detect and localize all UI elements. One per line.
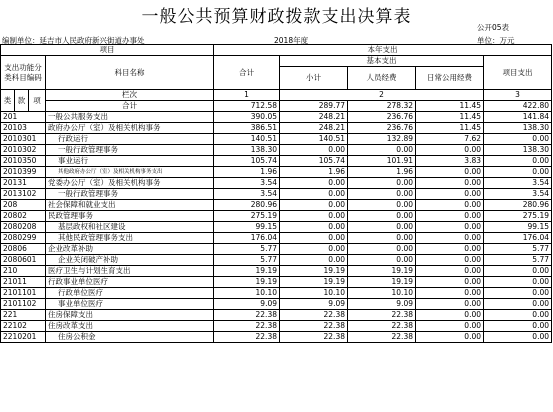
header-subtotal: 小计	[280, 67, 348, 90]
row-personnel: 132.89	[348, 134, 416, 145]
row-personnel: 0.00	[348, 200, 416, 211]
row-public: 0.00	[416, 189, 484, 200]
row-project: 0.00	[484, 156, 552, 167]
row-subtotal: 0.00	[280, 189, 348, 200]
row-name: 一般行政管理事务	[46, 189, 214, 200]
expenditure-table	[0, 44, 552, 343]
row-subtotal: 10.10	[280, 288, 348, 299]
row-subtotal: 0.00	[280, 222, 348, 233]
row-code: 2080299	[1, 233, 46, 244]
row-name: 一般公共服务支出	[46, 112, 214, 123]
row-project: 275.19	[484, 211, 552, 222]
row-name: 事业单位医疗	[46, 299, 214, 310]
row-total: 10.10	[214, 288, 280, 299]
row-public: 0.00	[416, 310, 484, 321]
row-name: 住房公积金	[46, 332, 214, 343]
row-subtotal: 22.38	[280, 321, 348, 332]
row-project: 138.30	[484, 123, 552, 134]
row-code: 2101102	[1, 299, 46, 310]
row-subtotal: 9.09	[280, 299, 348, 310]
table-row	[1, 211, 552, 222]
row-personnel: 0.00	[348, 233, 416, 244]
row-public: 0.00	[416, 145, 484, 156]
col-num-1: 1	[214, 90, 280, 101]
row-public: 0.00	[416, 321, 484, 332]
row-public: 0.00	[416, 288, 484, 299]
row-public: 0.00	[416, 178, 484, 189]
table-row	[1, 200, 552, 211]
row-name: 社会保障和就业支出	[46, 200, 214, 211]
row-name: 行政事业单位医疗	[46, 277, 214, 288]
table-row	[1, 288, 552, 299]
row-public: 7.62	[416, 134, 484, 145]
row-project: 0.00	[484, 277, 552, 288]
row-total: 176.04	[214, 233, 280, 244]
row-subtotal: 0.00	[280, 211, 348, 222]
row-subtotal: 19.19	[280, 266, 348, 277]
row-project: 3.54	[484, 178, 552, 189]
row-total: 22.38	[214, 321, 280, 332]
row-subtotal: 22.38	[280, 332, 348, 343]
row-project: 0.00	[484, 134, 552, 145]
row-public: 0.00	[416, 167, 484, 178]
row-personnel: 0.00	[348, 255, 416, 266]
row-subtotal: 0.00	[280, 244, 348, 255]
row-subtotal: 105.74	[280, 156, 348, 167]
row-subtotal: 22.38	[280, 310, 348, 321]
row-name: 基层政权和社区建设	[46, 222, 214, 233]
row-code: 22102	[1, 321, 46, 332]
row-name: 事业运行	[46, 156, 214, 167]
row-name: 企业改革补助	[46, 244, 214, 255]
row-total: 9.09	[214, 299, 280, 310]
row-total: 5.77	[214, 255, 280, 266]
table-row	[1, 299, 552, 310]
header-code: 支出功能分类科目编码	[1, 56, 46, 90]
row-name: 党委办公厅（室）及相关机构事务	[46, 178, 214, 189]
header-project: 项目	[1, 45, 214, 56]
row-total: 22.38	[214, 310, 280, 321]
row-code: 2010302	[1, 145, 46, 156]
row-personnel: 22.38	[348, 321, 416, 332]
row-code: 210	[1, 266, 46, 277]
row-code: 20802	[1, 211, 46, 222]
header-item: 项	[29, 90, 46, 112]
row-public: 0.00	[416, 332, 484, 343]
row-total: 386.51	[214, 123, 280, 134]
row-personnel: 0.00	[348, 189, 416, 200]
page-title: 一般公共预算财政拨款支出决算表	[141, 7, 412, 27]
form-number: 公开05表	[477, 23, 510, 32]
row-total: 105.74	[214, 156, 280, 167]
row-name: 住房保障支出	[46, 310, 214, 321]
row-total: 5.77	[214, 244, 280, 255]
header-public: 日常公用经费	[416, 67, 484, 90]
row-project: 280.96	[484, 200, 552, 211]
row-public: 3.83	[416, 156, 484, 167]
header-section: 款	[15, 90, 29, 112]
row-total: 99.15	[214, 222, 280, 233]
table-row	[1, 233, 552, 244]
row-personnel: 0.00	[348, 211, 416, 222]
table-row	[1, 321, 552, 332]
row-code: 2210201	[1, 332, 46, 343]
table-row	[1, 178, 552, 189]
row-name: 医疗卫生与计划生育支出	[46, 266, 214, 277]
table-row	[1, 112, 552, 123]
row-code: 2010399	[1, 167, 46, 178]
table-row	[1, 310, 552, 321]
row-public: 0.00	[416, 222, 484, 233]
table-row	[1, 332, 552, 343]
header-basic: 基本支出	[280, 56, 484, 67]
row-personnel: 101.91	[348, 156, 416, 167]
row-public: 0.00	[416, 255, 484, 266]
header-project-exp: 项目支出	[484, 56, 552, 90]
row-subtotal: 248.21	[280, 112, 348, 123]
row-project: 138.30	[484, 145, 552, 156]
unit-label: 单位：万元	[477, 36, 515, 45]
row-subtotal: 1.96	[280, 167, 348, 178]
header-name: 科目名称	[46, 56, 214, 90]
row-total: 390.05	[214, 112, 280, 123]
row-name: 一般行政管理事务	[46, 145, 214, 156]
row-project: 0.00	[484, 288, 552, 299]
row-name: 住房改革支出	[46, 321, 214, 332]
row-project: 0.00	[484, 266, 552, 277]
row-total: 19.19	[214, 277, 280, 288]
table-row	[1, 255, 552, 266]
row-personnel: 236.76	[348, 112, 416, 123]
row-personnel: 9.09	[348, 299, 416, 310]
header-total: 合计	[214, 56, 280, 90]
row-subtotal: 0.00	[280, 178, 348, 189]
sum-label: 合计	[46, 101, 214, 112]
row-code: 201	[1, 112, 46, 123]
row-project: 99.15	[484, 222, 552, 233]
table-row	[1, 156, 552, 167]
row-personnel: 0.00	[348, 222, 416, 233]
header-col-order: 栏次	[46, 90, 214, 101]
row-code: 20131	[1, 178, 46, 189]
row-personnel: 22.38	[348, 310, 416, 321]
sum-total: 712.58	[214, 101, 280, 112]
row-subtotal: 140.51	[280, 134, 348, 145]
row-personnel: 19.19	[348, 277, 416, 288]
row-subtotal: 19.19	[280, 277, 348, 288]
row-code: 20103	[1, 123, 46, 134]
row-code: 2010350	[1, 156, 46, 167]
table-row	[1, 189, 552, 200]
row-project: 0.00	[484, 167, 552, 178]
row-name: 企业关闭破产补助	[46, 255, 214, 266]
row-code: 2080208	[1, 222, 46, 233]
row-subtotal: 0.00	[280, 233, 348, 244]
row-code: 20806	[1, 244, 46, 255]
row-project: 176.04	[484, 233, 552, 244]
row-public: 0.00	[416, 200, 484, 211]
row-public: 0.00	[416, 299, 484, 310]
row-total: 19.19	[214, 266, 280, 277]
row-subtotal: 0.00	[280, 145, 348, 156]
sum-personnel: 278.32	[348, 101, 416, 112]
table-row	[1, 277, 552, 288]
row-personnel: 236.76	[348, 123, 416, 134]
row-code: 2010301	[1, 134, 46, 145]
row-name: 其他民政管理事务支出	[46, 233, 214, 244]
col-num-3: 3	[484, 90, 552, 101]
row-project: 141.84	[484, 112, 552, 123]
row-project: 0.00	[484, 310, 552, 321]
row-public: 11.45	[416, 123, 484, 134]
row-personnel: 1.96	[348, 167, 416, 178]
row-code: 2013102	[1, 189, 46, 200]
row-name: 其他政府办公厅（室）及相关机构事务支出	[46, 167, 214, 178]
row-public: 0.00	[416, 211, 484, 222]
row-public: 0.00	[416, 244, 484, 255]
table-row	[1, 222, 552, 233]
row-code: 2080601	[1, 255, 46, 266]
table-row	[1, 266, 552, 277]
row-total: 1.96	[214, 167, 280, 178]
row-code: 208	[1, 200, 46, 211]
sum-project: 422.80	[484, 101, 552, 112]
row-total: 280.96	[214, 200, 280, 211]
table-row	[1, 123, 552, 134]
row-total: 3.54	[214, 189, 280, 200]
sum-subtotal: 289.77	[280, 101, 348, 112]
org-label: 编制单位：延吉市人民政府新兴街道办事处	[2, 36, 145, 45]
row-project: 5.77	[484, 244, 552, 255]
row-project: 5.77	[484, 255, 552, 266]
row-subtotal: 0.00	[280, 255, 348, 266]
row-public: 0.00	[416, 233, 484, 244]
table-row	[1, 145, 552, 156]
row-code: 21011	[1, 277, 46, 288]
row-subtotal: 0.00	[280, 200, 348, 211]
row-personnel: 0.00	[348, 244, 416, 255]
year-label: 2018年度	[274, 36, 309, 45]
row-total: 140.51	[214, 134, 280, 145]
header-this-year: 本年支出	[214, 45, 552, 56]
row-name: 行政单位医疗	[46, 288, 214, 299]
row-code: 2101101	[1, 288, 46, 299]
row-total: 275.19	[214, 211, 280, 222]
row-subtotal: 248.21	[280, 123, 348, 134]
col-num-2: 2	[280, 90, 484, 101]
row-personnel: 22.38	[348, 332, 416, 343]
row-personnel: 0.00	[348, 178, 416, 189]
row-total: 138.30	[214, 145, 280, 156]
row-personnel: 0.00	[348, 145, 416, 156]
row-project: 0.00	[484, 321, 552, 332]
row-public: 0.00	[416, 266, 484, 277]
row-total: 22.38	[214, 332, 280, 343]
header-kind: 类	[1, 90, 15, 112]
table-row	[1, 134, 552, 145]
row-project: 3.54	[484, 189, 552, 200]
table-row	[1, 167, 552, 178]
row-code: 221	[1, 310, 46, 321]
sum-public: 11.45	[416, 101, 484, 112]
row-project: 0.00	[484, 332, 552, 343]
row-name: 行政运行	[46, 134, 214, 145]
row-public: 11.45	[416, 112, 484, 123]
row-name: 政府办公厅（室）及相关机构事务	[46, 123, 214, 134]
row-personnel: 19.19	[348, 266, 416, 277]
row-public: 0.00	[416, 277, 484, 288]
row-personnel: 10.10	[348, 288, 416, 299]
row-project: 0.00	[484, 299, 552, 310]
row-name: 民政管理事务	[46, 211, 214, 222]
row-total: 3.54	[214, 178, 280, 189]
table-row	[1, 244, 552, 255]
header-personnel: 人员经费	[348, 67, 416, 90]
